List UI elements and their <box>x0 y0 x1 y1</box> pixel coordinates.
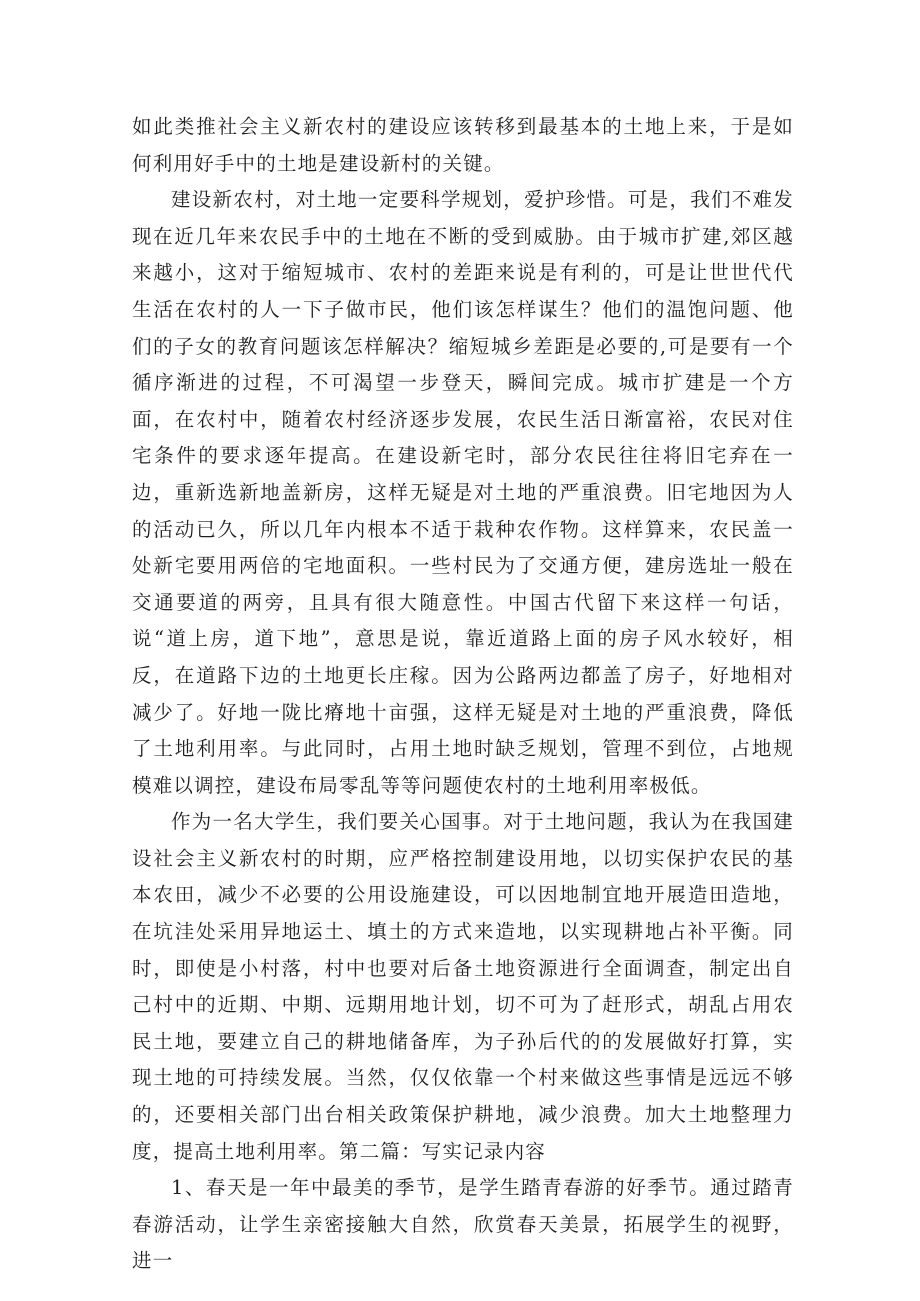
paragraph-continuation: 如此类推社会主义新农村的建设应该转移到最基本的土地上来，于是如何利用好手中的土地是建设新村的关键。 <box>132 115 794 175</box>
paragraph-land-planning: 建设新农村，对土地一定要科学规划，爱护珍惜。可是，我们不难发现在近几年来农民手中的土地在不断的受到威胁。由于城市扩建,郊区越来越小，这对于缩短城市、农村的差距来说是有利的，可是让世世代代生活在农村的人一下子做市民，他们该怎样谋生？他们的温饱问题、他们的子女的教育问题该怎样解决？缩短城乡差距是必要的,可是要有一个循序渐进的过程，不可渴望一步登天，瞬间完成。城市扩建是一个方面，在农村中，随着农村经济逐步发展，农民生活日渐富裕，农民对住宅条件的要求逐年提高。在建设新宅时，部分农民往往将旧宅弃在一边，重新选新地盖新房，这样无疑是对土地的严重浪费。旧宅地因为人的活动已久，所以几年内根本不适于栽种农作物。这样算来，农民盖一处新宅要用两倍的宅地面积。一些村民为了交通方便，建房选址一般在交通要道的两旁，且具有很大随意性。中国古代留下来这样一句话，说“道上房，道下地”，意思是说，靠近道路上面的房子风水较好，相反，在道路下边的土地更长庄稼。因为公路两边都盖了房子，好地相对减少了。好地一陇比瘠地十亩强，这样无疑是对土地的严重浪费，降低了土地利用率。与此同时，占用土地时缺乏规划，管理不到位，占地规模难以调控，建设布局零乱等等问题使农村的土地利用率极低。 <box>132 188 794 797</box>
paragraph-student-view: 作为一名大学生，我们要关心国事。对于土地问题，我认为在我国建设社会主义新农村的时期，应严格控制建设用地，以切实保护农民的基本农田，减少不必要的公用设施建设，可以因地制宜地开展造田造地，在坑洼处采用异地运土、填土的方式来造地，以实现耕地占补平衡。同时，即使是小村落，村中也要对后备土地资源进行全面调查，制定出自己村中的近期、中期、远期用地计划，切不可为了赶形式，胡乱占用农民土地，要建立自己的耕地储备库，为子孙后代的的发展做好打算，实现土地的可持续发展。当然，仅仅依靠一个村来做这些事情是远远不够的，还要相关部门出台相关政策保护耕地，减少浪费。加大土地整理力度，提高土地利用率。第二篇：写实记录内容 <box>132 810 794 1163</box>
paragraph-spring-outing: 1、春天是一年中最美的季节，是学生踏青春游的好季节。通过踏青春游活动，让学生亲密接触大自然，欣赏春天美景，拓展学生的视野，进一 <box>132 1176 794 1273</box>
document-body <box>132 109 794 1280</box>
